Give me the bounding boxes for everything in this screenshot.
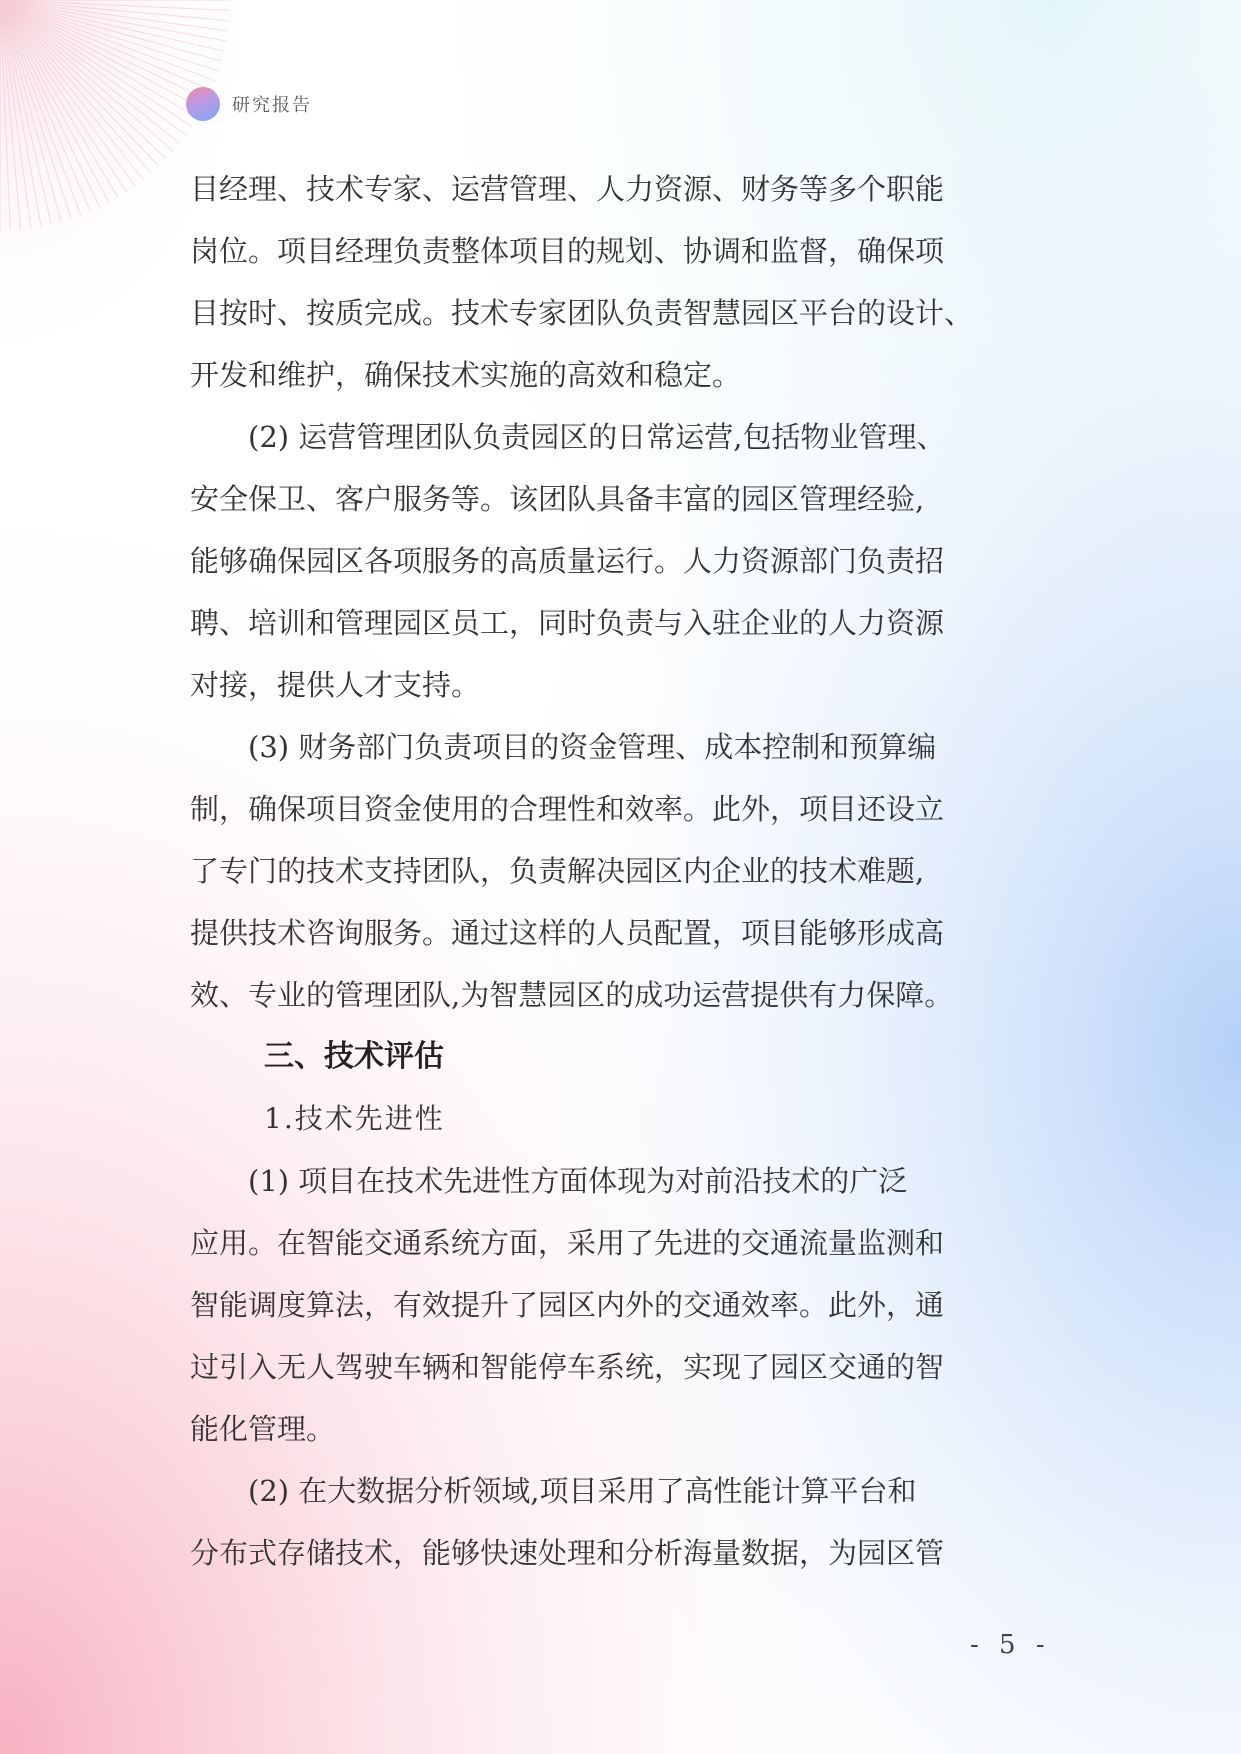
text-line: 能化管理。 [190, 1412, 336, 1446]
text-line: 能够确保园区各项服务的高质量运行。人力资源部门负责招 [190, 544, 945, 578]
text-line: 应用。在智能交通系统方面，采用了先进的交通流量监测和 [190, 1226, 945, 1260]
text-line: 提供技术咨询服务。通过这样的人员配置，项目能够形成高 [190, 916, 945, 950]
section-heading: 三、技术评估 [264, 1039, 444, 1074]
text-line: 了专门的技术支持团队，负责解决园区内企业的技术难题, [190, 854, 925, 888]
text-line: (2) 运营管理团队负责园区的日常运营,包括物业管理、 [190, 420, 946, 454]
page-number: - 5 - [970, 1630, 1051, 1660]
text-line: (3) 财务部门负责项目的资金管理、成本控制和预算编 [190, 730, 937, 764]
text-line: 对接，提供人才支持。 [190, 668, 481, 702]
text-line: 安全保卫、客户服务等。该团队具备丰富的园区管理经验, [190, 482, 925, 516]
text-line: (1) 项目在技术先进性方面体现为对前沿技术的广泛 [190, 1164, 908, 1198]
text-line: 分布式存储技术，能够快速处理和分析海量数据，为园区管 [190, 1536, 945, 1570]
text-line: 目按时、按质完成。技术专家团队负责智慧园区平台的设计、 [190, 296, 974, 330]
text-line: 效、专业的管理团队,为智慧园区的成功运营提供有力保障。 [190, 978, 954, 1012]
logo-icon [186, 87, 220, 121]
text-line: 制，确保项目资金使用的合理性和效率。此外，项目还设立 [190, 792, 945, 826]
subsection-heading: 1.技术先进性 [264, 1102, 445, 1135]
text-line: 过引入无人驾驶车辆和智能停车系统，实现了园区交通的智 [190, 1350, 945, 1384]
text-line: 岗位。项目经理负责整体项目的规划、协调和监督，确保项 [190, 234, 945, 268]
document-header [186, 86, 312, 122]
header-title: 研究报告 [232, 95, 312, 116]
text-line: 智能调度算法，有效提升了园区内外的交通效率。此外，通 [190, 1288, 945, 1322]
text-line: 目经理、技术专家、运营管理、人力资源、财务等多个职能 [190, 172, 945, 206]
text-line: (2) 在大数据分析领域,项目采用了高性能计算平台和 [190, 1474, 917, 1508]
text-line: 开发和维护，确保技术实施的高效和稳定。 [190, 358, 742, 392]
text-line: 聘、培训和管理园区员工，同时负责与入驻企业的人力资源 [190, 606, 945, 640]
